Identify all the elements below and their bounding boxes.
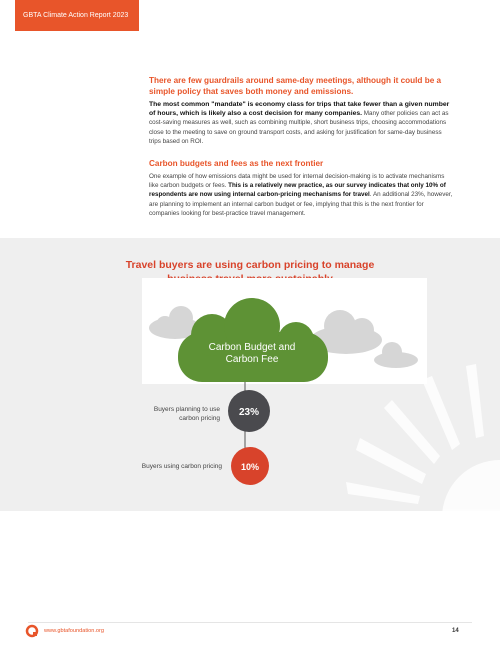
using-label: Buyers using carbon pricing <box>141 463 222 470</box>
lead-sentence: The most common "mandate" is economy class for trips that take fewer than a given number of hours, which is likely also a cost decision for many companies. <box>149 101 450 118</box>
cloud-label-line2: Carbon Fee <box>225 354 279 365</box>
report-title: GBTA Climate Action Report 2023 <box>23 12 129 19</box>
body-text: One example of how emissions data might be used for internal decision-making is to activate mechanisms like carbon budgets or fees. <box>149 173 445 190</box>
planning-label <box>130 405 220 423</box>
cloud-label-line1: Carbon Budget and <box>208 342 296 353</box>
page-number: 14 <box>452 628 459 634</box>
footer-divider <box>28 622 472 623</box>
planning-label-line1: Buyers planning to use <box>153 406 220 413</box>
planning-value: 23% <box>238 407 260 418</box>
using-value: 10% <box>240 462 260 472</box>
body-text: Many other policies can act as cost-saving measures as well, such as combining multiple, short business trips, choosing accommodations close to the meeting to save on ground transport costs, and asking for justification for same-day business trips based on ROI. <box>149 110 449 145</box>
section-heading: There are few guardrails around same-day meetings, although it could be a simple policy that saves both money and emissions. <box>149 76 442 96</box>
footer-url-link[interactable]: www.gbtafoundation.org <box>44 628 105 634</box>
gbta-foundation-logo-icon <box>25 624 39 638</box>
section-heading: Carbon budgets and fees as the next frontier <box>149 159 324 168</box>
body-bold: This is a relatively new practice, as our survey indicates that only 10% of respondents are now using internal carbon-pricing mechanisms for travel <box>149 182 446 199</box>
infographic-title: Travel buyers are using carbon pricing to manage <box>125 259 375 271</box>
planning-label-line2: carbon pricing <box>179 415 220 422</box>
carbon-cloud-icon <box>178 298 328 382</box>
body-text-end: . An additional 23%, however, are planning to implement an internal carbon budget or fee, implying that this is the next frontier for companies looking for best-practice travel management. <box>149 191 453 217</box>
